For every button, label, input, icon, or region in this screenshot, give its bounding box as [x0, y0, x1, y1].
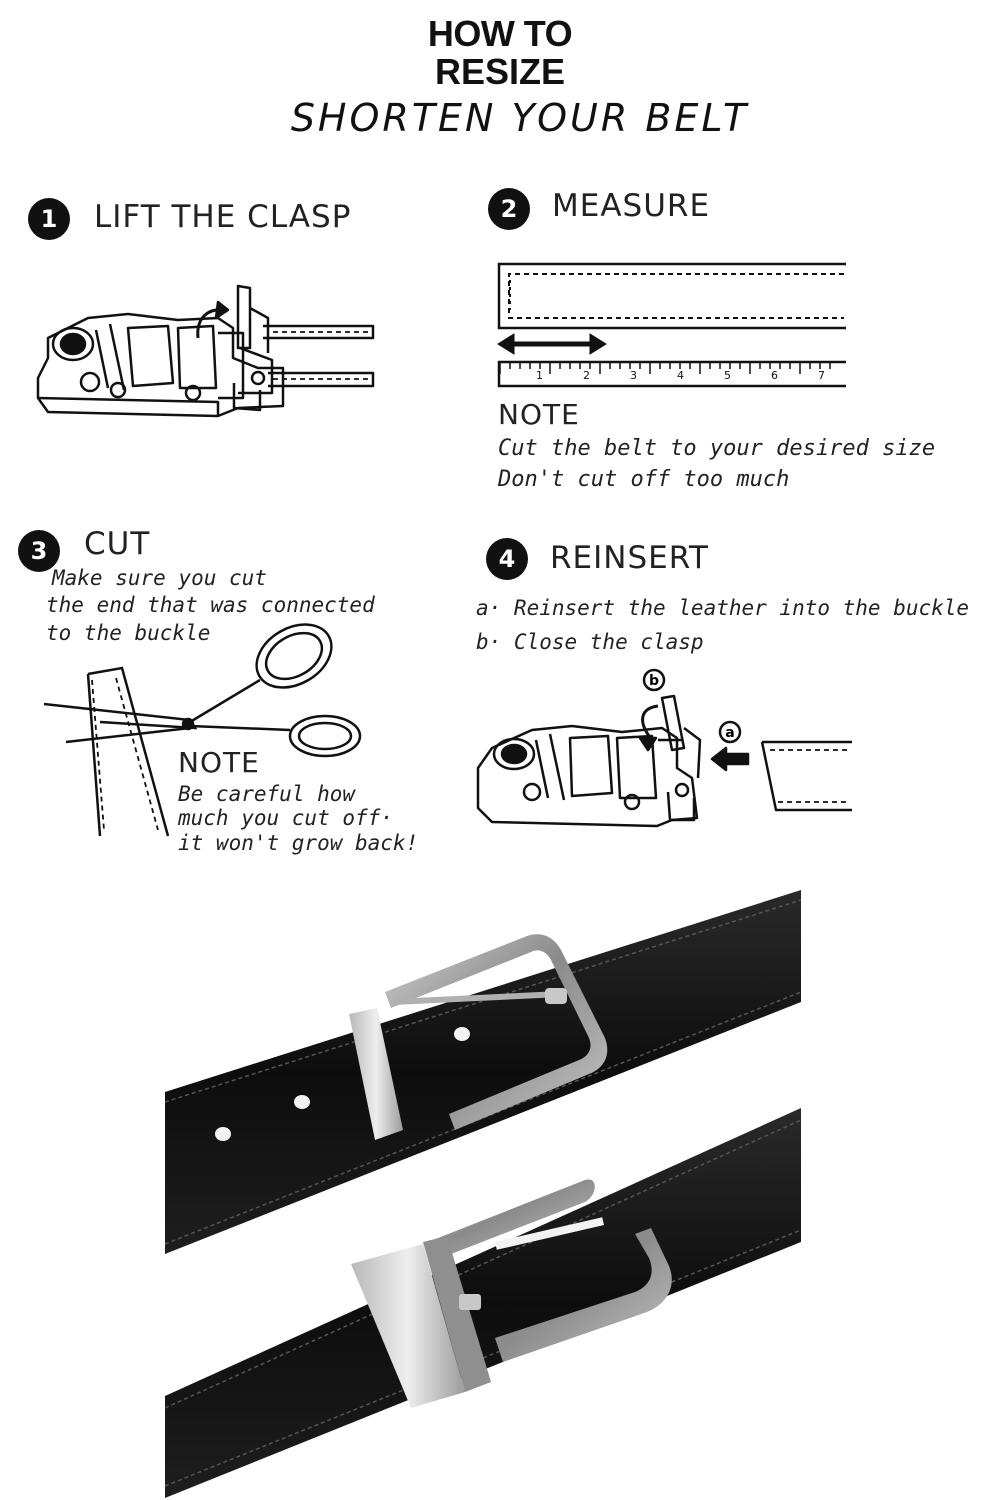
step-3-instruction-line-1: Make sure you cut [52, 566, 267, 590]
ruler-tick-label: 3 [630, 369, 637, 382]
title-line-2: RESIZE [434, 51, 566, 92]
step-3-badge: 3 [18, 530, 60, 572]
step-2-note-line-2: Don't cut off too much [498, 467, 790, 492]
step-3-instruction-line-3: to the buckle [46, 621, 211, 645]
ruler-tick-label: 7 [818, 369, 825, 382]
ruler-tick-label: 4 [677, 369, 684, 382]
step-2-badge: 2 [488, 188, 530, 230]
ruler-tick-label: 5 [724, 369, 731, 382]
step-4-title: REINSERT [550, 540, 709, 576]
step-2-note-heading: NOTE [498, 398, 580, 431]
step-2-measuring-tape [496, 360, 848, 388]
step-2-note-line-1: Cut the belt to your desired size [498, 436, 936, 461]
step-3-note-heading: NOTE [178, 746, 260, 779]
step-3-instruction-line-2: the end that was connected [46, 593, 375, 617]
ruler-tick-label: 1 [536, 369, 543, 382]
ruler-tick-label: 6 [771, 369, 778, 382]
step-1-title: LIFT THE CLASP [94, 199, 352, 235]
step-4-reinsert-illustration [472, 668, 852, 828]
ruler-tick-label: 2 [583, 369, 590, 382]
step-3-note-line-3: it won't grow back! [178, 831, 419, 855]
step-4-instruction-line-2: b· Close the clasp [476, 630, 704, 654]
step-2-double-arrow-icon [496, 332, 608, 356]
subtitle: SHORTEN YOUR BELT [290, 96, 750, 140]
step-2-title: MEASURE [552, 188, 711, 224]
step-3-note-line-1: Be careful how [178, 782, 356, 806]
step-4-marker-a: a [725, 725, 735, 741]
step-3-note-line-2: much you cut off· [178, 806, 393, 830]
step-1-clasp-illustration [28, 278, 388, 428]
step-4-badge: 4 [486, 538, 528, 580]
belt-product-photo [165, 862, 801, 1498]
step-3-title: CUT [84, 526, 151, 562]
step-2-belt-strap-illustration [496, 262, 848, 330]
step-1-badge: 1 [28, 198, 70, 240]
step-4-marker-b: b [648, 673, 660, 689]
title-line-1: HOW TO [427, 13, 573, 54]
step-4-instruction-line-1: a· Reinsert the leather into the buckle [476, 596, 970, 620]
